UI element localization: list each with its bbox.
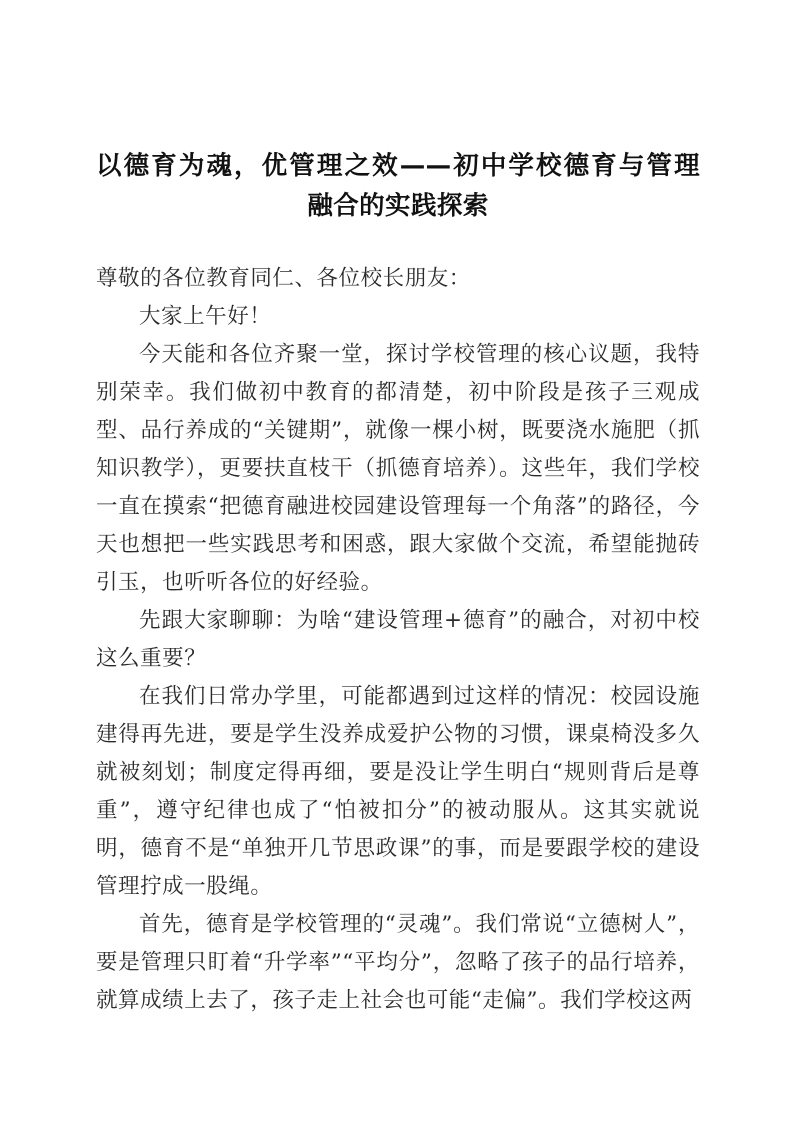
paragraph-why-question: 先跟大家聊聊：为啥“建设管理+德育”的融合，对初中校这么重要？ (96, 608, 700, 671)
page-title-line-1: 以德育为魂，优管理之效——初中学校德育与管理 (96, 151, 700, 181)
paragraph-opening-remarks: 今天能和各位齐聚一堂，探讨学校管理的核心议题，我特别荣幸。我们做初中教育的都清楚，初中阶段是孩子三观成型、品行养成的“关键期”，就像一棵小树，既要浇水施肥（抓知识教学），更要扶直枝干（抓德育培养）。这些年，我们学校一直在摸索“把德育融进校园建设管理每一个角落”的路径，今天也想把一些实践思考和困惑，跟大家做个交流，希望能抛砖引玉，也听听各位的好经验。 (96, 342, 700, 595)
document-content (96, 146, 700, 1020)
paragraph-soul-of-management: 首先，德育是学校管理的“灵魂”。我们常说“立德树人”，要是管理只盯着“升学率”“平均分”，忽略了孩子的品行培养，就算成绩上去了，孩子走上社会也可能“走偏”。我们学校这两 (96, 912, 700, 1013)
document-body (96, 260, 700, 1020)
paragraph-salutation: 尊敬的各位教育同仁、各位校长朋友： (96, 266, 471, 291)
paragraph-greeting: 大家上午好！ (139, 304, 272, 329)
page-title (96, 146, 700, 226)
paragraph-daily-situations: 在我们日常办学里，可能都遇到过这样的情况：校园设施建得再先进，要是学生没养成爱护公物的习惯，课桌椅没多久就被刻划；制度定得再细，要是没让学生明白“规则背后是尊重”，遵守纪律也成了“怕被扣分”的被动服从。这其实就说明，德育不是“单独开几节思政课”的事，而是要跟学校的建设管理拧成一股绳。 (96, 684, 700, 899)
page-title-line-2: 融合的实践探索 (307, 191, 489, 221)
